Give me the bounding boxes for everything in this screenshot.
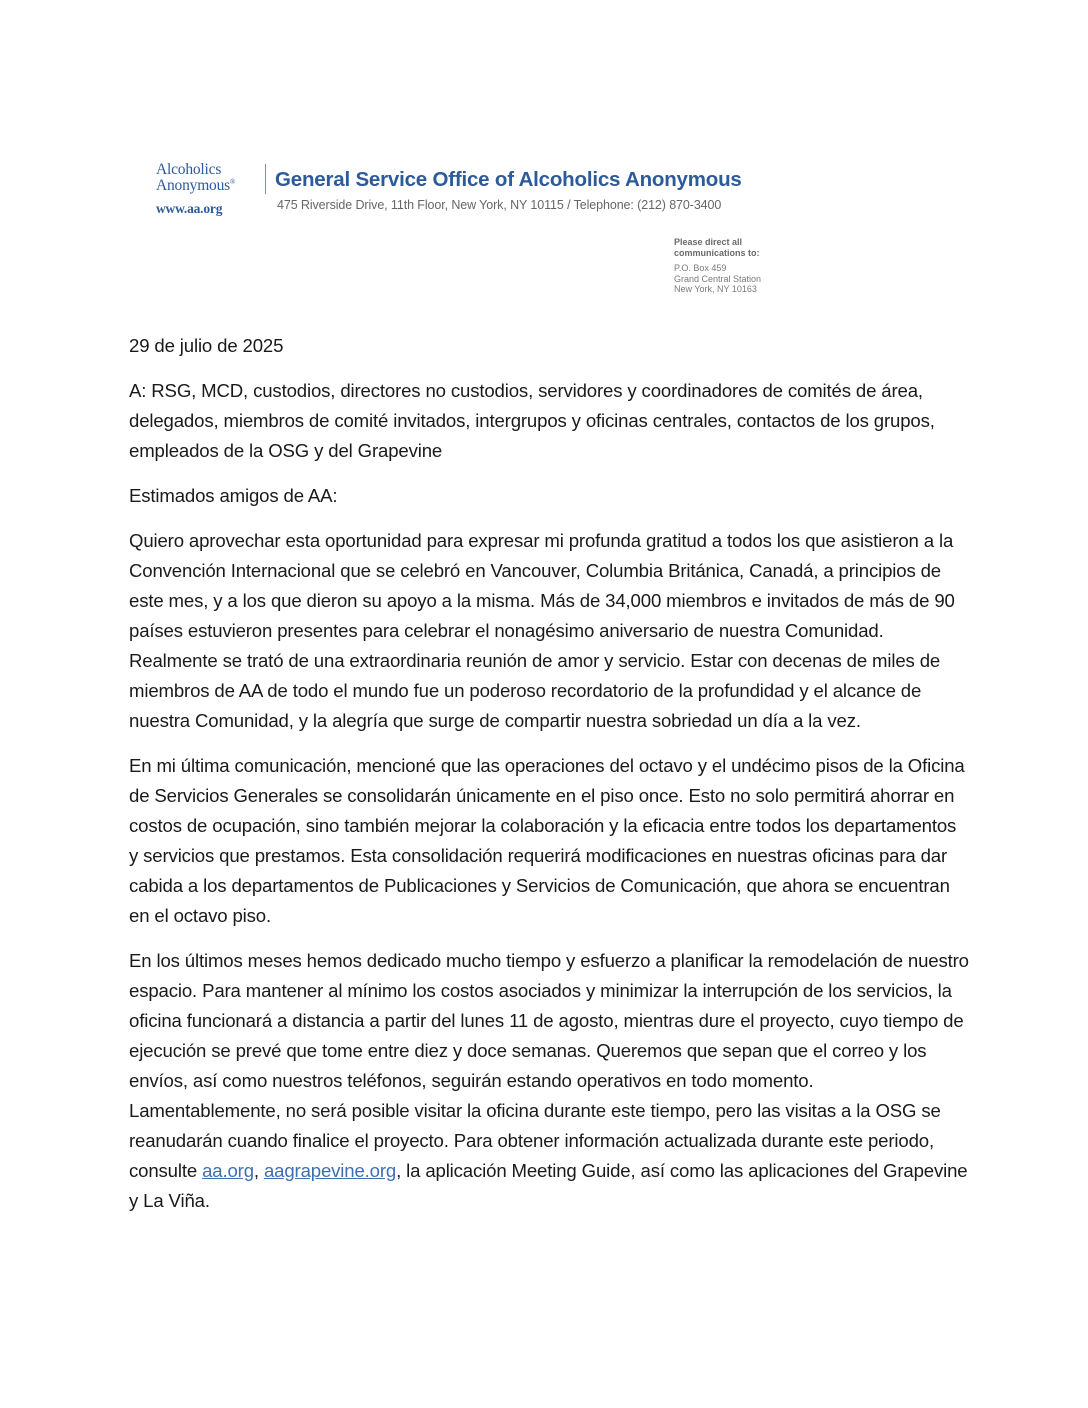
paragraph-consolidation: En mi última comunicación, mencioné que las operaciones del octavo y el undécimo pisos de la Oficina de Servicios Generales se consolidarán únicamente en el piso once. Esto no solo permitirá ahorrar en costos de ocupación, sino también mejorar la colaboración y la eficacia entre todos los departamentos y servicios que prestamos. Esta consolidación requerirá modificaciones en nuestras oficinas para dar cabida a los departamentos de Publicaciones y Servicios de Comunicación, que ahora se encuentran en el octavo piso. [129,755,965,926]
logo-line-1: Alcoholics [156,161,222,178]
org-name: General Service Office of Alcoholics Anonymous [275,168,742,191]
mailing-heading-line-2: communications to: [674,247,760,258]
letter-salutation: Estimados amigos de AA: [129,485,338,506]
mailing-heading [674,237,794,258]
link-separator: , [253,1160,264,1181]
paragraph-gratitude: Quiero aprovechar esta oportunidad para expresar mi profunda gratitud a todos los que asistieron a la Convención Internacional que se celebró en Vancouver, Columbia Británica, Canadá, a principios de este mes, y a los que dieron su apoyo a la misma. Más de 34,000 miembros e invitados de más de 90 países estuvieron presentes para celebrar el nonagésimo aniversario de nuestra Comunidad. Realmente se trató de una extraordinaria reunión de amor y servicio. Estar con decenas de miles de miembros de AA de todo el mundo fue un poderoso recordatorio de la profundidad y el alcance de nuestra Comunidad, y la alegría que surge de compartir nuestra sobriedad un día a la vez. [129,530,955,731]
mailing-lines [674,263,794,295]
mailing-heading-line-1: Please direct all [674,237,743,247]
letter-recipients: A: RSG, MCD, custodios, directores no custodios, servidores y coordinadores de comités de área, delegados, miembros de comité invitados, intergrupos y oficinas centrales, contactos de los grupos, empleados de la OSG y del Grapevine [129,380,935,461]
aa-org-link[interactable]: aa.org [202,1160,254,1181]
paragraph-remodel [129,946,969,1216]
logo-url: www.aa.org [156,201,223,216]
logo-line-2 [156,178,266,194]
logo-line-2-text: Anonymous [156,177,230,194]
aa-logo [156,162,266,217]
letter-date: 29 de julio de 2025 [129,335,284,356]
letter-body [129,331,969,1231]
org-address: 475 Riverside Drive, 11th Floor, New York, NY 10115 / Telephone: (212) 870-3400 [277,198,722,212]
aagrapevine-link[interactable]: aagrapevine.org [263,1160,397,1181]
letterhead [156,162,776,302]
mailing-line-3: New York, NY 10163 [674,284,757,294]
mailing-line-2: Grand Central Station [674,273,762,284]
paragraph-remodel-text: En los últimos meses hemos dedicado mucho tiempo y esfuerzo a planificar la remodelación de nuestro espacio. Para mantener al mínimo los costos asociados y minimizar la interrupción de los servicios, la oficina funcionará a distancia a partir del lunes 11 de agosto, mientras dure el proyecto, cuyo tiempo de ejecución se prevé que tome entre diez y doce semanas. Queremos que sepan que el correo y los envíos, así como nuestros teléfonos, seguirán estando operativos en todo momento. Lamentablemente, no será posible visitar la oficina durante este tiempo, pero las visitas a la OSG se reanudarán cuando finalice el proyecto. Para obtener información actualizada durante este periodo, consulte [129,950,969,1181]
mailing-line-1: P.O. Box 459 [674,263,727,273]
letterhead-divider [265,164,266,194]
registered-mark: ® [229,177,236,186]
mailing-address [674,237,794,295]
paragraph-remodel-end: , la aplicación Meeting Guide, así como las aplicaciones del Grapevine y La Viña. [129,1160,968,1211]
